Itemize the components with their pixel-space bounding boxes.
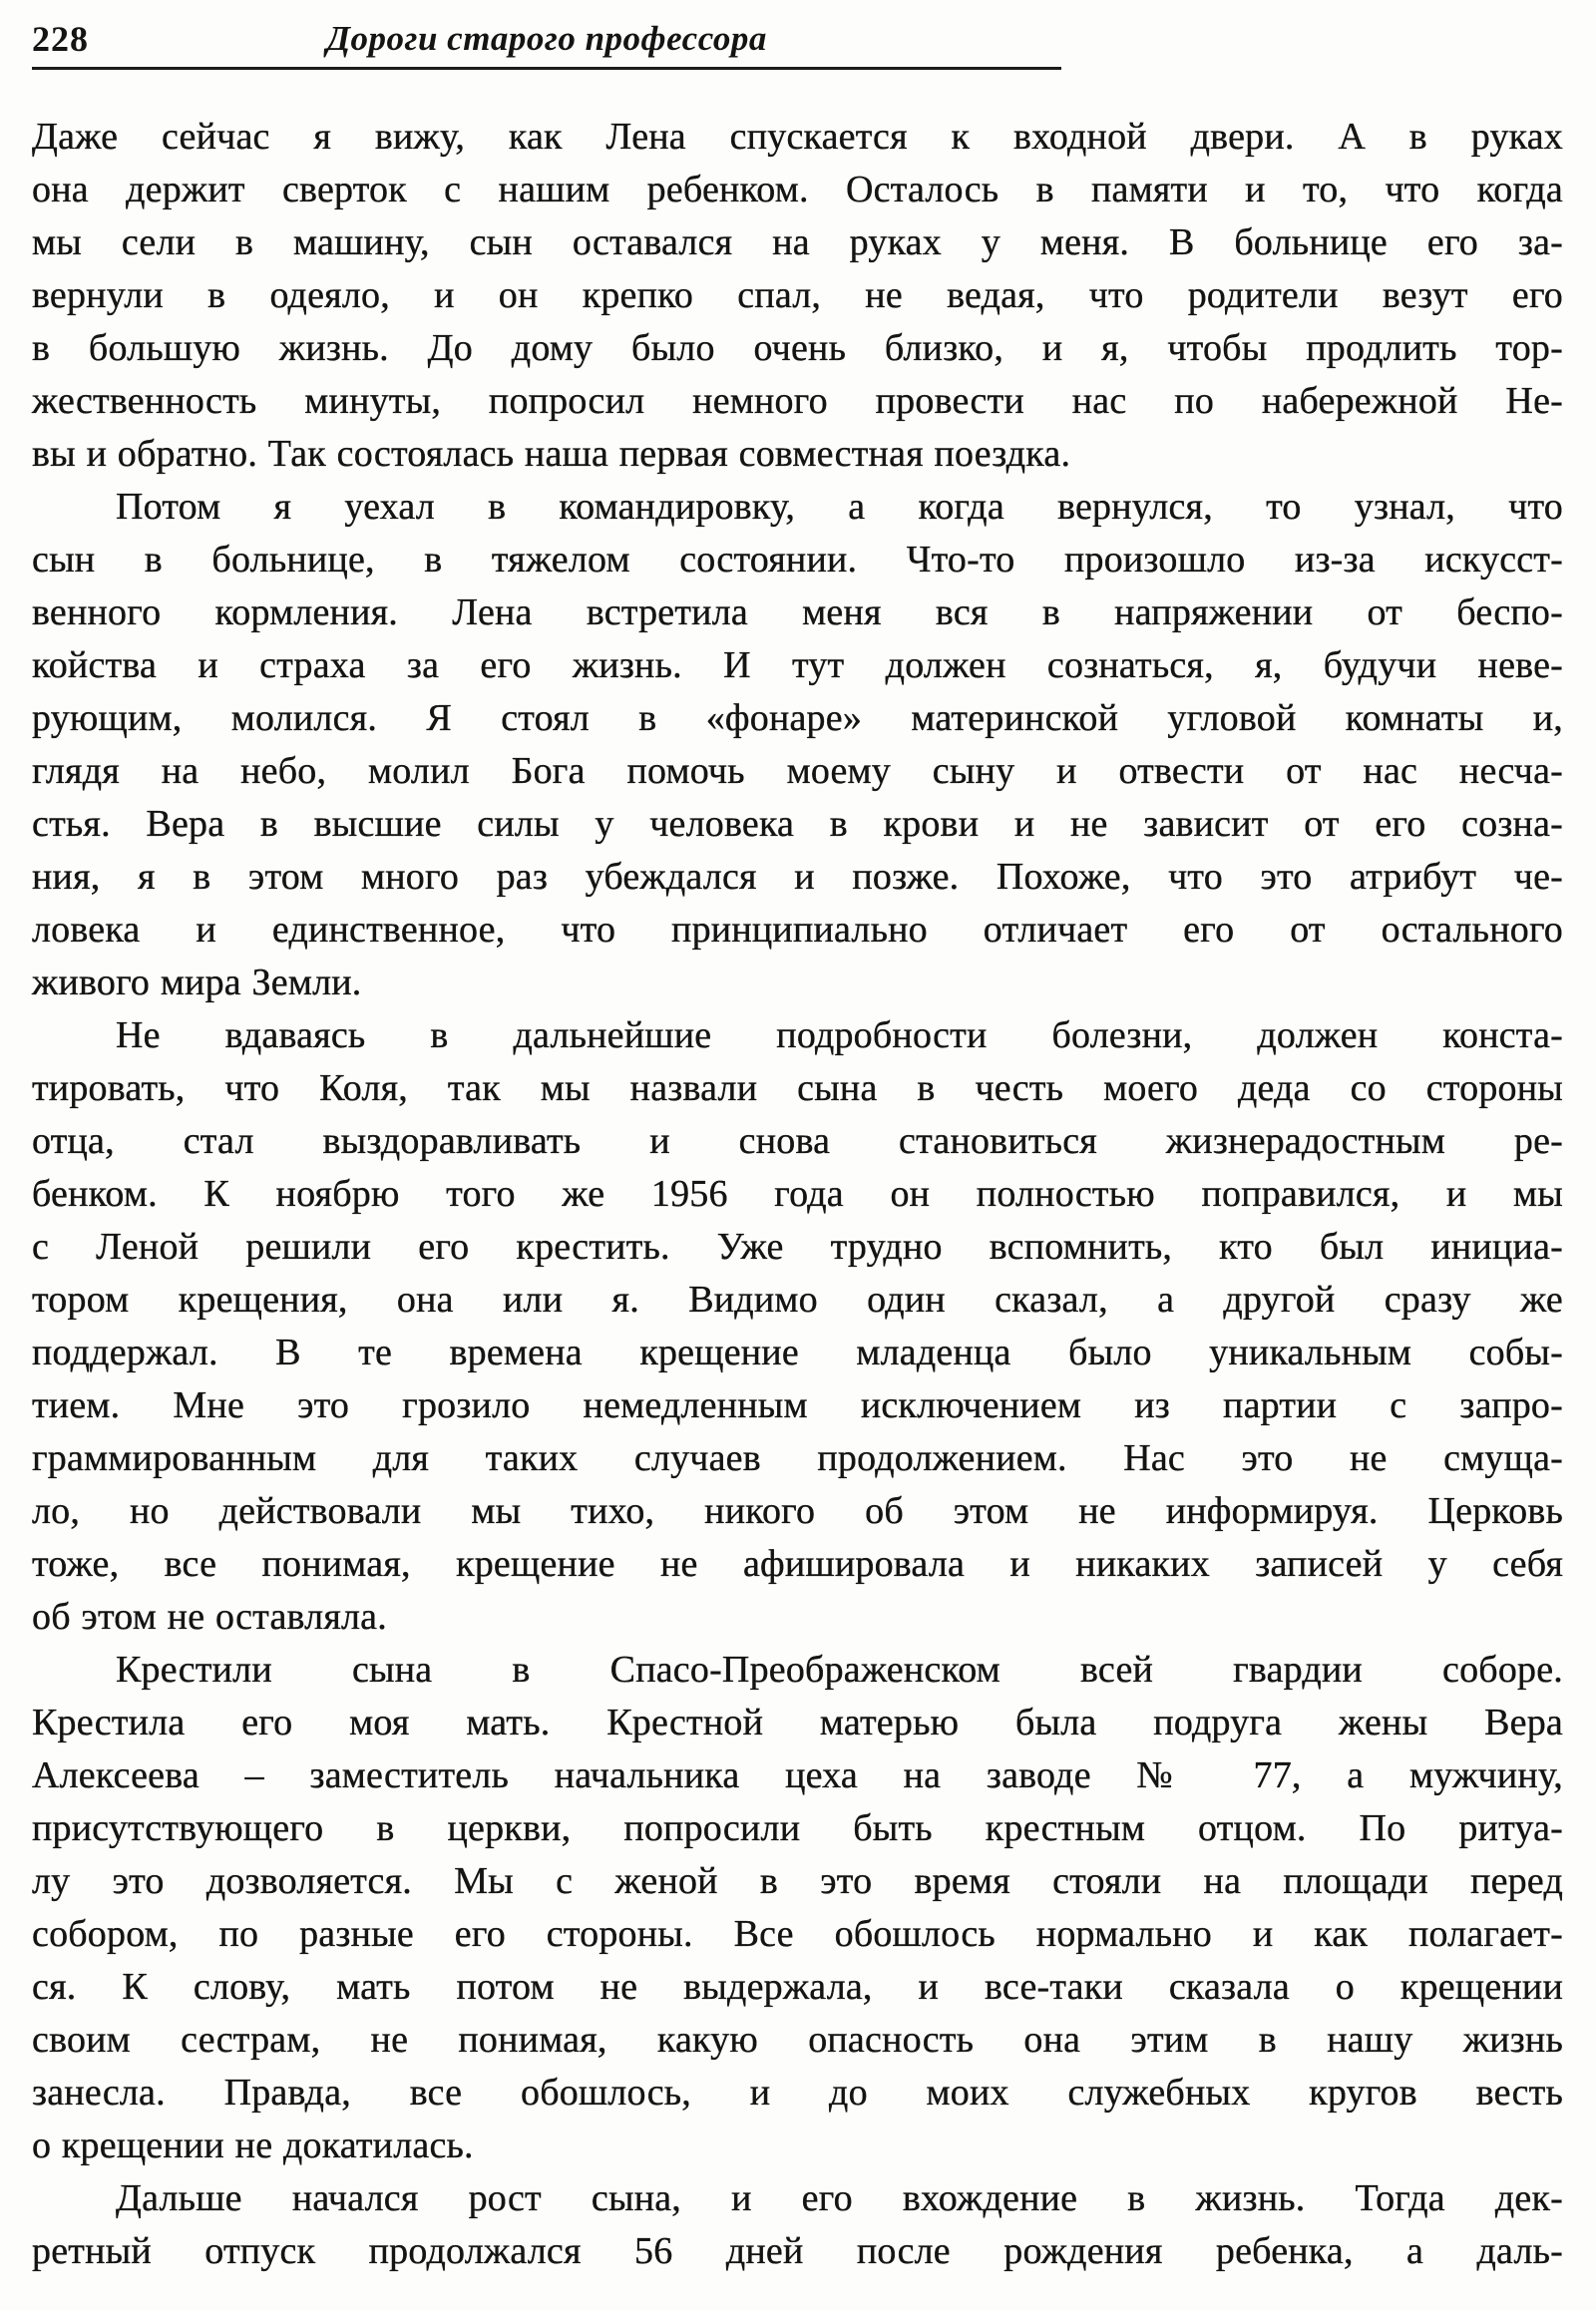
- text-line: Дальше начался рост сына, и его вхождение в жизнь. Тогда дек-: [116, 2177, 1563, 2219]
- page-header: [32, 16, 1061, 62]
- text-line: собором, по разные его стороны. Все обошлось нормально и как полагает-: [32, 1913, 1563, 1955]
- text-line: с Леной решили его крестить. Уже трудно вспомнить, кто был инициа-: [32, 1226, 1563, 1268]
- text-line: ся. К слову, мать потом не выдержала, и все-таки сказала о крещении: [32, 1966, 1563, 2008]
- text-line: лу это дозволяется. Мы с женой в это время стояли на площади перед: [32, 1860, 1563, 1902]
- text-line: рующим, молился. Я стоял в «фонаре» материнской угловой комнаты и,: [32, 697, 1563, 739]
- page-number: 228: [32, 19, 89, 59]
- text-line: в большую жизнь. До дому было очень близко, и я, чтобы продлить тор-: [32, 327, 1563, 369]
- text-line: тором крещения, она или я. Видимо один сказал, а другой сразу же: [32, 1279, 1563, 1321]
- text-line: тием. Мне это грозило немедленным исключением из партии с запро-: [32, 1384, 1563, 1426]
- text-line: ния, я в этом много раз убеждался и позже. Похоже, что это атрибут че-: [32, 856, 1563, 898]
- text-line: стья. Вера в высшие силы у человека в крови и не зависит от его созна-: [32, 803, 1563, 845]
- text-line: тоже, все понимая, крещение не афишировала и никаких записей у себя: [32, 1543, 1563, 1585]
- text-line: поддержал. В те времена крещение младенца было уникальным собы-: [32, 1332, 1563, 1373]
- page-body: [32, 111, 1563, 2278]
- text-line: ло, но действовали мы тихо, никого об этом не информируя. Церковь: [32, 1490, 1563, 1532]
- text-line: венного кормления. Лена встретила меня вся в напряжении от беспо-: [32, 591, 1563, 633]
- text-line: об этом не оставляла.: [32, 1596, 387, 1638]
- text-line: Даже сейчас я вижу, как Лена спускается к входной двери. А в руках: [32, 116, 1563, 158]
- header-rule: [32, 67, 1061, 70]
- text-line: вы и обратно. Так состоялась наша первая совместная поездка.: [32, 433, 1071, 475]
- text-line: жественность минуты, попросил немного провести нас по набережной Не-: [32, 380, 1563, 422]
- paragraph: [32, 481, 1563, 1009]
- text-line: своим сестрам, не понимая, какую опасность она этим в нашу жизнь: [32, 2019, 1563, 2061]
- text-line: вернули в одеяло, и он крепко спал, не ведая, что родители везут его: [32, 274, 1563, 316]
- text-line: глядя на небо, молил Бога помочь моему сыну и отвести от нас несча-: [32, 750, 1563, 792]
- text-line: сын в больнице, в тяжелом состоянии. Что-то произошло из-за искусст-: [32, 539, 1563, 580]
- paragraph: [32, 2172, 1563, 2278]
- text-line: занесла. Правда, все обошлось, и до моих служебных кругов весть: [32, 2072, 1563, 2114]
- text-line: Крестили сына в Спасо-Преображенском всей гвардии соборе.: [116, 1649, 1563, 1691]
- text-line: ловека и единственное, что принципиально отличает его от остального: [32, 909, 1563, 951]
- text-line: тировать, что Коля, так мы назвали сына в честь моего деда со стороны: [32, 1067, 1563, 1109]
- paragraph: [32, 1009, 1563, 1644]
- paragraph: [32, 1644, 1563, 2172]
- text-line: она держит сверток с нашим ребенком. Осталось в памяти и то, что когда: [32, 169, 1563, 210]
- paragraph: [32, 111, 1563, 481]
- text-line: отца, стал выздоравливать и снова становиться жизнерадостным ре-: [32, 1120, 1563, 1162]
- text-line: Алексеева – заместитель начальника цеха на заводе № 77, а мужчину,: [32, 1754, 1563, 1796]
- text-line: ретный отпуск продолжался 56 дней после рождения ребенка, а даль-: [32, 2230, 1563, 2272]
- text-line: присутствующего в церкви, попросили быть крестным отцом. По ритуа-: [32, 1807, 1563, 1849]
- text-line: Крестила его моя мать. Крестной матерью была подруга жены Вера: [32, 1702, 1563, 1743]
- text-line: койства и страха за его жизнь. И тут должен сознаться, я, будучи неве-: [32, 644, 1563, 686]
- text-line: граммированным для таких случаев продолжением. Нас это не смуща-: [32, 1437, 1563, 1479]
- text-line: мы сели в машину, сын оставался на руках у меня. В больнице его за-: [32, 221, 1563, 263]
- text-line: живого мира Земли.: [32, 962, 362, 1003]
- text-line: бенком. К ноябрю того же 1956 года он полностью поправился, и мы: [32, 1173, 1563, 1215]
- text-line: Не вдаваясь в дальнейшие подробности болезни, должен конста-: [116, 1014, 1563, 1056]
- text-line: о крещении не докатилась.: [32, 2124, 474, 2166]
- text-line: Потом я уехал в командировку, а когда вернулся, то узнал, что: [116, 486, 1563, 528]
- running-title: Дороги старого профессора: [326, 19, 767, 58]
